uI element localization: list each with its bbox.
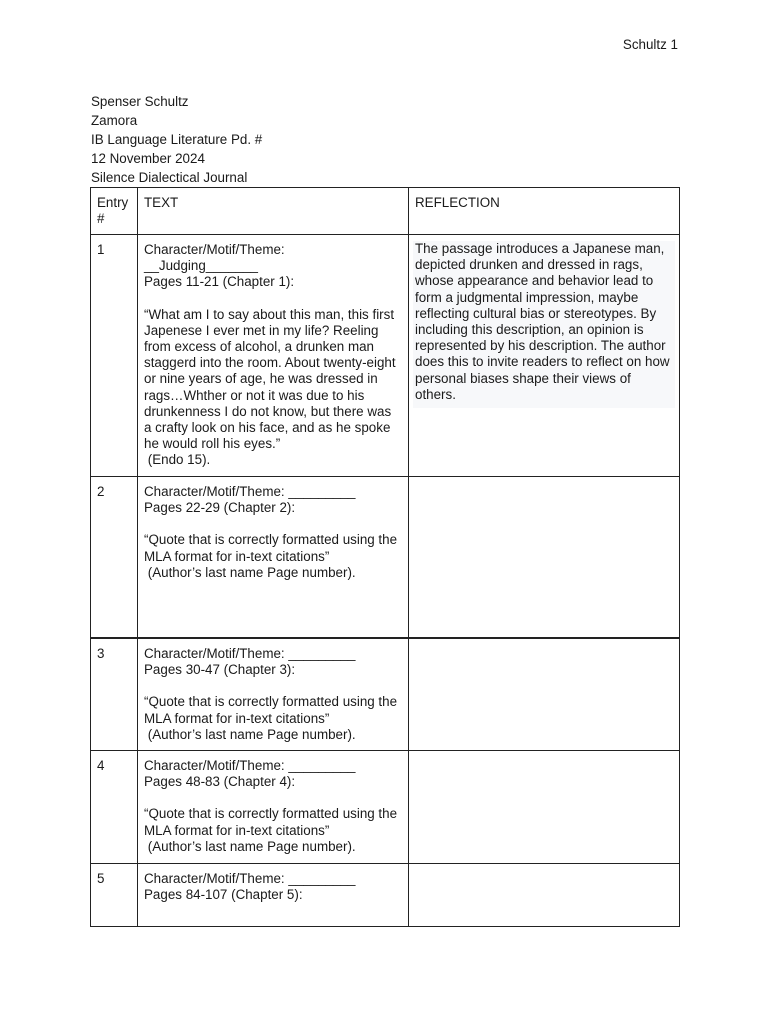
table-row (91, 235, 680, 477)
theme-value: __Judging_______ (144, 258, 258, 274)
entry-number: 2 (91, 477, 138, 639)
reflection-cell[interactable] (409, 477, 680, 639)
document-title: Silence Dialectical Journal (91, 170, 248, 185)
reflection-cell[interactable] (409, 751, 680, 864)
text-cell[interactable] (138, 235, 409, 477)
reflection-cell[interactable] (409, 638, 680, 751)
quote-text: “Quote that is correctly formatted using the MLA format for in-text citations” (144, 532, 398, 564)
text-cell[interactable] (138, 638, 409, 751)
quote-text: “Quote that is correctly formatted using the MLA format for in-text citations” (144, 694, 398, 726)
header-entry: Entry # (91, 188, 138, 235)
pages-range: Pages 84-107 (Chapter 5): (144, 887, 303, 903)
citation-text: (Author’s last name Page number). (144, 726, 356, 742)
pages-range: Pages 22-29 (Chapter 2): (144, 500, 296, 516)
text-cell[interactable] (138, 751, 409, 864)
entry-number: 5 (91, 864, 138, 927)
table-row (91, 638, 680, 751)
table-row (91, 477, 680, 639)
entry-number: 3 (91, 638, 138, 751)
theme-label: Character/Motif/Theme: (144, 242, 285, 257)
header-text: TEXT (138, 188, 409, 235)
student-name: Spenser Schultz (91, 94, 189, 109)
table-header-row (91, 188, 680, 235)
citation-text: (Author’s last name Page number). (144, 564, 356, 580)
document-date: 12 November 2024 (91, 151, 205, 166)
course-name: IB Language Literature Pd. # (91, 132, 263, 147)
dialectical-journal-table (90, 187, 680, 927)
reflection-cell[interactable] (409, 235, 680, 477)
quote-text: “Quote that is correctly formatted using the MLA format for in-text citations” (144, 806, 398, 838)
pages-range: Pages 48-83 (Chapter 4): (144, 774, 296, 790)
citation-text: (Endo 15). (144, 452, 211, 468)
theme-line: Character/Motif/Theme: _________ (144, 484, 356, 499)
document-heading (91, 92, 262, 187)
theme-line: Character/Motif/Theme: _________ (144, 871, 356, 886)
text-cell[interactable] (138, 477, 409, 639)
entry-number: 1 (91, 235, 138, 477)
header-reflection: REFLECTION (409, 188, 680, 235)
page-number-header: Schultz 1 (622, 37, 678, 52)
teacher-name: Zamora (91, 113, 138, 128)
table-row (91, 751, 680, 864)
entry-number: 4 (91, 751, 138, 864)
text-cell[interactable] (138, 864, 409, 927)
quote-text: “What am I to say about this man, this first Japenese I ever met in my life? Reeling from excess of alcohol, a drunken man staggerd into the room. About twenty-eight or nine years of age, he was dressed in rags…Whther or not it was due to his drunkenness I do not know, but there was a crafty look on his face, and as he spoke he would roll his eyes.” (144, 306, 396, 452)
reflection-text: The passage introduces a Japanese man, depicted drunken and dressed in rags, whose appearance and behavior lead to form a judgmental impression, maybe reflecting cultural bias or stereotypes. By including this description, an opinion is represented by his description. The author does this to invite readers to reflect on how personal biases shape their views of others. (413, 241, 675, 408)
table-row (91, 864, 680, 927)
citation-text: (Author’s last name Page number). (144, 838, 356, 854)
theme-line: Character/Motif/Theme: _________ (144, 758, 356, 773)
pages-range: Pages 30-47 (Chapter 3): (144, 662, 296, 678)
theme-line: Character/Motif/Theme: _________ (144, 646, 356, 661)
pages-range: Pages 11-21 (Chapter 1): (144, 274, 295, 290)
reflection-cell[interactable] (409, 864, 680, 927)
